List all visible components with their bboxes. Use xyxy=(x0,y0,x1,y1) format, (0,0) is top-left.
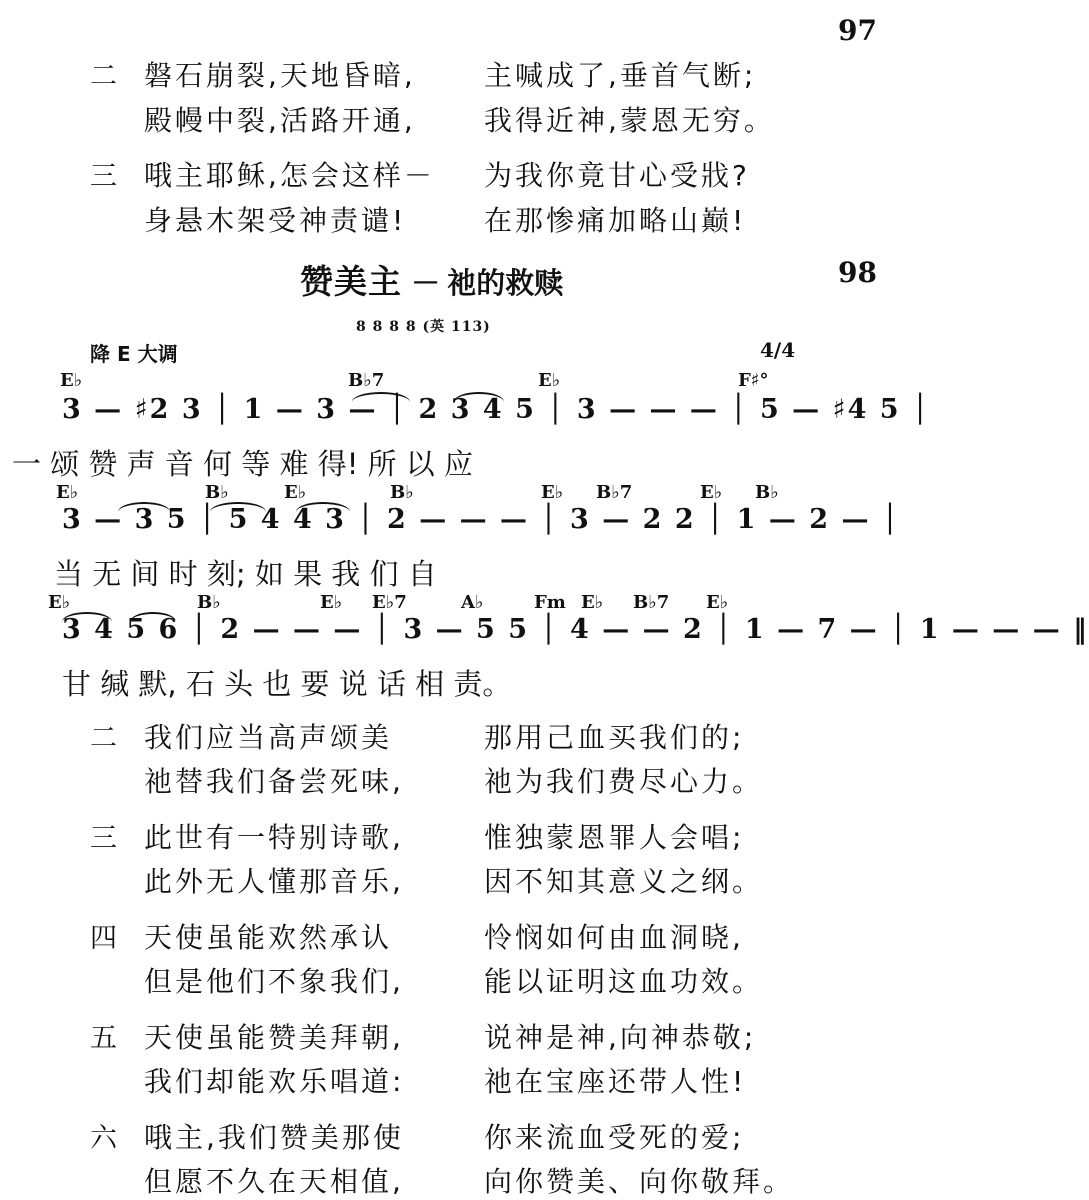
chord-symbol: E♭ xyxy=(320,592,343,613)
chord-symbol: F♯° xyxy=(738,370,769,391)
verse-line: 但是他们不象我们, xyxy=(144,965,404,998)
hymn-number-98: 98 xyxy=(838,256,877,289)
chord-symbol: B♭7 xyxy=(348,370,385,391)
key-signature: 降 E 大调 xyxy=(90,342,178,366)
note-line: 3 — ♯2 3 │ 1 — 3 — │ 2 3 4 5 │ 3 — — — │ 5 — ♯4 5 │ xyxy=(62,394,931,425)
verse-number: 三 xyxy=(90,161,117,192)
chord-symbol: E♭ xyxy=(60,370,83,391)
chord-symbol: B♭7 xyxy=(633,592,670,613)
chord-symbol: E♭ xyxy=(706,592,729,613)
chord-symbol: E♭ xyxy=(284,482,307,503)
chord-symbol: E♭ xyxy=(48,592,71,613)
hymn-title xyxy=(300,256,563,303)
lyric-line: 甘 缄 默, 石 头 也 要 说 话 相 责。 xyxy=(62,667,512,701)
verse-line: 我们应当高声颂美 xyxy=(144,721,393,754)
verse-line: 那用己血买我们的; xyxy=(484,721,745,754)
hymn-title-main: 赞美主 xyxy=(300,262,402,301)
verse-number: 四 xyxy=(90,923,117,954)
verse-line: 磐石崩裂,天地昏暗, xyxy=(144,59,416,92)
verse-line: 此外无人懂那音乐, xyxy=(144,865,404,898)
verse-line: 哦主耶稣,怎会这样－ xyxy=(144,159,435,192)
verse-line: 我得近神,蒙恩无穷。 xyxy=(484,104,775,137)
chord-symbol: E♭ xyxy=(538,370,561,391)
verse-line: 你来流血受死的爱; xyxy=(484,1121,745,1154)
lyric-line: 一 颂 赞 声 音 何 等 难 得! 所 以 应 xyxy=(12,447,474,481)
verse-line: 但愿不久在天相值, xyxy=(144,1165,404,1198)
verse-line: 天使虽能欢然承认 xyxy=(144,921,393,954)
chord-symbol: E♭ xyxy=(581,592,604,613)
note-line: 3 — 3 5 │ 5 4 4 3 │ 2 — — — │ 3 — 2 2 │ 1 — 2 — │ xyxy=(62,504,901,535)
chord-symbol: E♭ xyxy=(541,482,564,503)
verse-line: 祂替我们备尝死味, xyxy=(144,765,404,798)
verse-line: 天使虽能赞美拜朝, xyxy=(144,1021,404,1054)
chord-symbol: E♭ xyxy=(700,482,723,503)
chord-symbol: B♭ xyxy=(755,482,779,503)
chord-symbol: A♭ xyxy=(461,592,484,613)
verse-line: 怜悯如何由血洞晓, xyxy=(484,921,744,954)
hymn-meter: 8 8 8 8 (英 113) xyxy=(356,319,491,335)
verse-line: 祂在宝座还带人性! xyxy=(484,1065,747,1098)
verse-line: 哦主,我们赞美那使 xyxy=(144,1121,404,1154)
verse-line: 因不知其意义之纲。 xyxy=(484,865,764,898)
chord-row xyxy=(0,370,885,396)
time-signature: 4/4 xyxy=(760,338,796,362)
verse-line: 能以证明这血功效。 xyxy=(484,965,764,998)
verse-number: 二 xyxy=(90,61,117,92)
chord-symbol: B♭ xyxy=(205,482,229,503)
chord-symbol: B♭ xyxy=(197,592,221,613)
verse-number: 三 xyxy=(90,823,117,854)
verse-line: 身悬木架受神责谴! xyxy=(144,204,407,237)
verse-line: 祂为我们费尽心力。 xyxy=(484,765,764,798)
verse-line: 主喊成了,垂首气断; xyxy=(484,59,757,92)
verse-line: 在那惨痛加略山巅! xyxy=(484,204,747,237)
chord-symbol: E♭ xyxy=(56,482,79,503)
verse-line: 为我你竟甘心受戕? xyxy=(484,159,750,192)
verse-line: 我们却能欢乐唱道: xyxy=(144,1065,405,1098)
note-line: 3 4 5 6 │ 2 — — — │ 3 — 5 5 │ 4 — — 2 │ 1 — 7 — │ 1 — — — ‖ xyxy=(62,614,1089,645)
hymn-subtitle: 祂的救赎 xyxy=(447,266,564,300)
chord-symbol: E♭7 xyxy=(372,592,407,613)
verse-number: 六 xyxy=(90,1123,117,1154)
hymn-title-dash: － xyxy=(411,266,441,300)
verse-number: 五 xyxy=(90,1023,117,1054)
verse-line: 说神是神,向神恭敬; xyxy=(484,1021,757,1054)
verse-line: 向你赞美、向你敬拜。 xyxy=(484,1165,795,1198)
page-number-97: 97 xyxy=(838,14,877,47)
chord-symbol: B♭7 xyxy=(596,482,633,503)
lyric-line: 当 无 间 时 刻; 如 果 我 们 自 xyxy=(54,557,437,591)
verse-line: 此世有一特别诗歌, xyxy=(144,821,404,854)
verse-line: 殿幔中裂,活路开通, xyxy=(144,104,416,137)
chord-symbol: Fm xyxy=(534,592,566,613)
verse-line: 惟独蒙恩罪人会唱; xyxy=(484,821,745,854)
chord-symbol: B♭ xyxy=(390,482,414,503)
verse-number: 二 xyxy=(90,723,117,754)
